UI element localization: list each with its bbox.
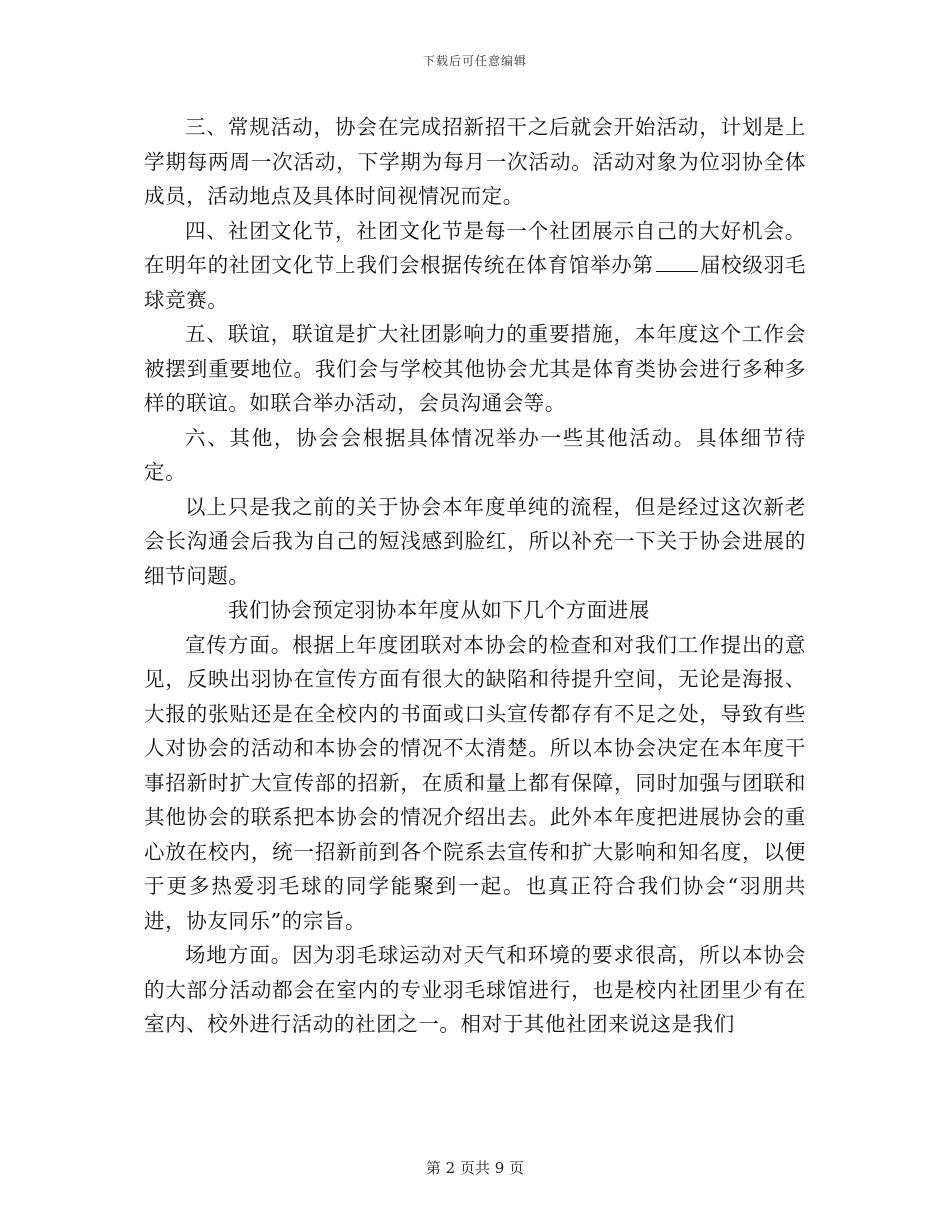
paragraph-venue: 场地方面。因为羽毛球运动对天气和环境的要求很高，所以本协会的大部分活动都会在室内的专业羽毛球馆进行，也是校内社团里少有在室内、校外进行活动的社团之一。相对于其他社团来说这是我们: [144, 943, 806, 1036]
paragraph-culture-festival: [144, 214, 806, 318]
paragraph-summary: 以上只是我之前的关于协会本年度单纯的流程，但是经过这次新老会长沟通会后我为自己的短浅感到脸红，所以补充一下关于协会进展的细节问题。: [144, 494, 806, 588]
paragraph-publicity: 宣传方面。根据上年度团联对本协会的检查和对我们工作提出的意见，反映出羽协在宣传方面有很大的缺陷和待提升空间，无论是海报、大报的张贴还是在全校内的书面或口头宣传都存有不足之处，导致有些人对协会的活动和本协会的情况不太清楚。所以本协会决定在本年度干事招新时扩大宣传部的招新，在质和量上都有保障，同时加强与团联和其他协会的联系把本协会的情况介绍出去。此外本年度把进展协会的重心放在校内，统一招新前到各个院系去宣传和扩大影响和知名度，以便于更多热爱羽毛球的同学能聚到一起。也真正符合我们协会“羽朋共进，协友同乐”的宗旨。: [144, 632, 806, 933]
paragraph-other: 六、其他，协会会根据具体情况举办一些其他活动。具体细节待定。: [144, 425, 806, 484]
paragraph-plan-intro: 我们协会预定羽协本年度从如下几个方面进展: [228, 598, 650, 622]
paragraph-friendship: 五、联谊，联谊是扩大社团影响力的重要措施，本年度这个工作会被摆到重要地位。我们会与学校其他协会尤其是体育类协会进行多种多样的联谊。如联合举办活动，会员沟通会等。: [144, 322, 806, 415]
fill-in-blank: [656, 253, 698, 272]
document-body: [144, 110, 806, 1042]
page-header: 下载后可任意编辑: [422, 54, 527, 68]
paragraph-text-before-blank: 四、社团文化节，社团文化节是每一个社团展示自己的大好机会。在明年的社团文化节上我们会根据传统在体育馆举办第: [144, 218, 806, 277]
paragraph-text-after-blank: 届校级羽毛球竞赛。: [144, 253, 807, 312]
paragraph-regular-activities: 三、常规活动，协会在完成招新招干之后就会开始活动，计划是上学期每两周一次活动，下学期为每月一次活动。活动对象为位羽协全体成员，活动地点及具体时间视情况而定。: [144, 115, 806, 208]
page-footer: 第 2 页共 9 页: [425, 1159, 525, 1177]
